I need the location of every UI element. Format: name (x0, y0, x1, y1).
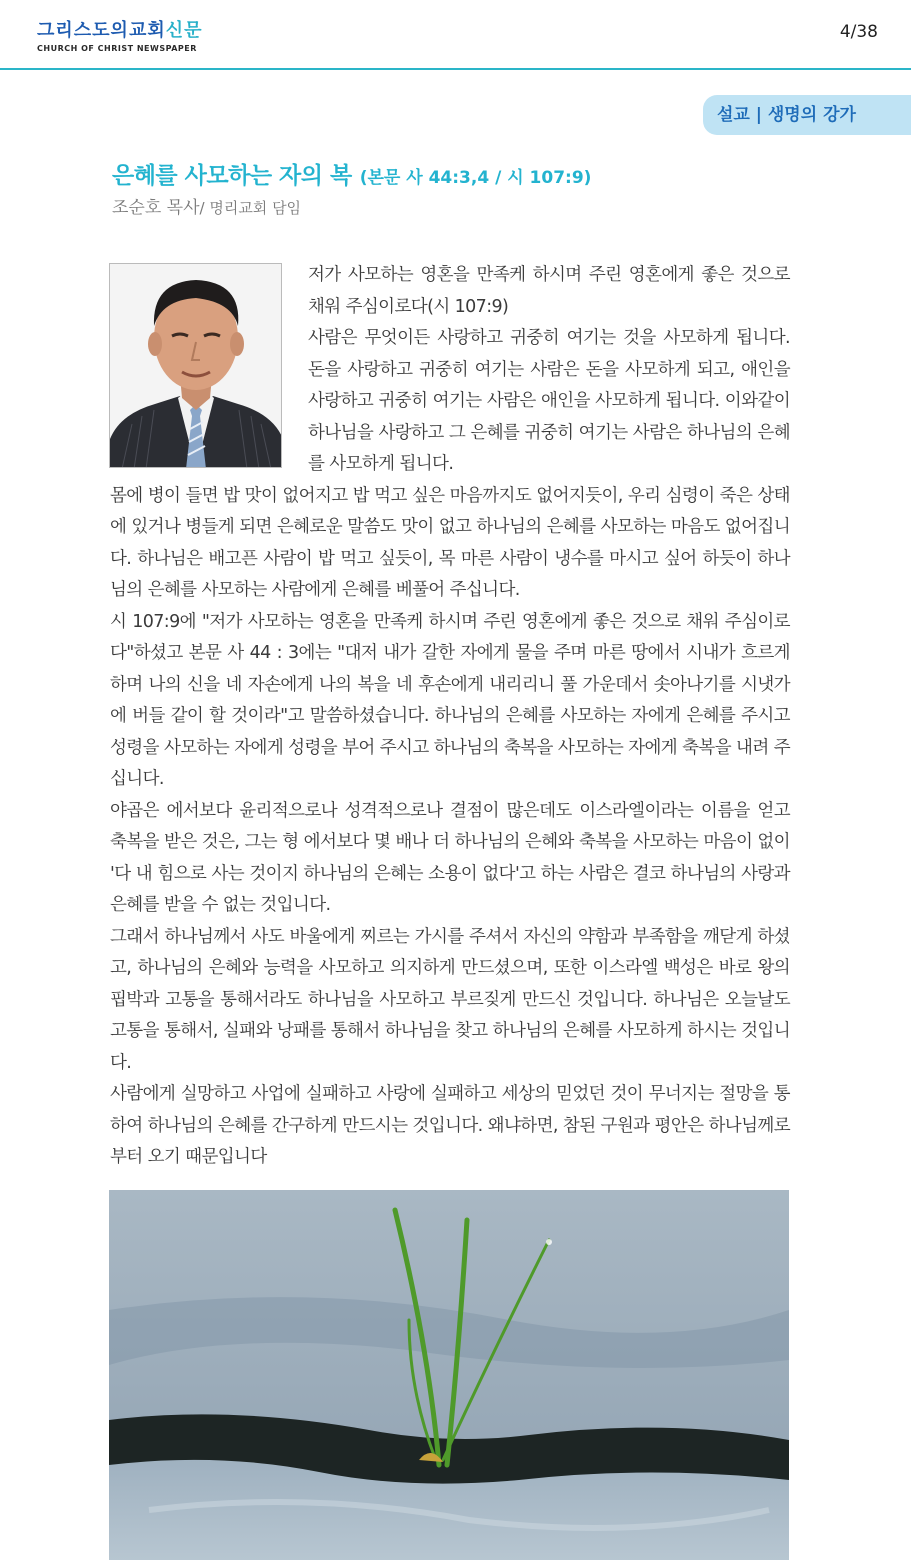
paragraph-1: 저가 사모하는 영혼을 만족케 하시며 주린 영혼에게 좋은 것으로 채워 주심이로다(시 107:9) (308, 265, 790, 317)
author-portrait (109, 263, 282, 468)
paragraph-7: 사람에게 실망하고 사업에 실패하고 사랑에 실패하고 세상의 믿었던 것이 무너지는 절망을 통하여 하나님의 은혜를 간구하게 만드시는 것입니다. 왜냐하면, 참된 구원과 평안은 하나님께로부터 오기 때문입니다 (110, 1084, 790, 1167)
sprout-photo (109, 1190, 789, 1560)
paragraph-2: 사람은 무엇이든 사랑하고 귀중히 여기는 것을 사모하게 됩니다. 돈을 사랑하고 귀중히 여기는 사람은 돈을 사모하게 되고, 애인을 사랑하고 귀중히 여기는 사람은 애인을 사모하게 됩니다. 이와같이 하나님을 사랑하고 그 은혜를 귀중히 여기는 사람은 하나님의 은혜를 사모하게 됩니다. (308, 328, 790, 474)
paragraph-3: 몸에 병이 들면 밥 맛이 없어지고 밥 먹고 싶은 마음까지도 없어지듯이, 우리 심령이 죽은 상태에 있거나 병들게 되면 은혜로운 말씀도 맛이 없고 하나님의 은혜를 사모하는 마음도 없어집니다. 하나님은 배고픈 사람이 밥 먹고 싶듯이, 목 마른 사람이 냉수를 마시고 싶어 하듯이 하나님의 은혜를 사모하는 사람에게 은혜를 베풀어 주십니다. (110, 485, 790, 600)
newspaper-logo[interactable] (37, 20, 203, 54)
logo-title (37, 20, 203, 42)
logo-title-accent: 신문 (165, 20, 203, 41)
sprout-in-crack-icon (109, 1190, 789, 1560)
paragraph-6: 그래서 하나님께서 사도 바울에게 찌르는 가시를 주셔서 자신의 약함과 부족함을 깨닫게 하셨고, 하나님의 은혜와 능력을 사모하고 의지하게 만드셨으며, 또한 이스라엘 백성은 바로 왕의 핍박과 고통을 통해서라도 하나님을 사모하고 부르짖게 만드신 것입니다. 하나님은 오늘날도 고통을 통해서, 실패와 낭패를 통해서 하나님을 찾고 하나님의 은혜를 사모하게 하시는 것입니다. (110, 926, 790, 1073)
author-name: 조순호 목사 (112, 198, 200, 218)
portrait-icon (110, 264, 282, 468)
author-byline (112, 196, 301, 220)
page-number: 4/38 (839, 22, 878, 42)
article-title (112, 161, 591, 193)
article-title-text: 은혜를 사모하는 자의 복 (112, 163, 352, 189)
logo-title-main: 그리스도의교회 (37, 20, 166, 41)
section-tab: 설교 | 생명의 강가 (703, 95, 911, 135)
paragraph-5: 야곱은 에서보다 윤리적으로나 성격적으로나 결점이 많은데도 이스라엘이라는 이름을 얻고 축복을 받은 것은, 그는 형 에서보다 몇 배나 더 하나님의 은혜와 축복을 사모하는 마음이 없이 '다 내 힘으로 사는 것이지 하나님의 은혜는 소용이 없다'고 하는 사람은 결코 하나님의 사랑과 은혜를 받을 수 없는 것입니다. (110, 800, 790, 915)
page-header (0, 0, 911, 70)
paragraph-4: 시 107:9에 "저가 사모하는 영혼을 만족케 하시며 주린 영혼에게 좋은 것으로 채워 주심이로다"하셨고 본문 사 44 : 3에는 "대저 내가 갈한 자에게 물을 주며 마른 땅에서 시내가 흐르게 하며 나의 신을 네 자손에게 나의 복을 네 후손에게 내리리니 풀 가운데서 솟아나기를 시냇가에 버들 같이 할 것이라"고 말씀하셨습니다. 하나님의 은혜를 사모하는 자에게 은혜를 주시고 성령을 사모하는 자에게 성령을 부어 주시고 하나님의 축복을 사모하는 자에게 축복을 내려 주십니다. (110, 611, 790, 789)
logo-subtitle: CHURCH OF CHRIST NEWSPAPER (37, 44, 197, 53)
author-role: / 명리교회 담임 (199, 199, 302, 217)
scripture-reference: (본문 사 44:3,4 / 시 107:9) (359, 168, 592, 188)
